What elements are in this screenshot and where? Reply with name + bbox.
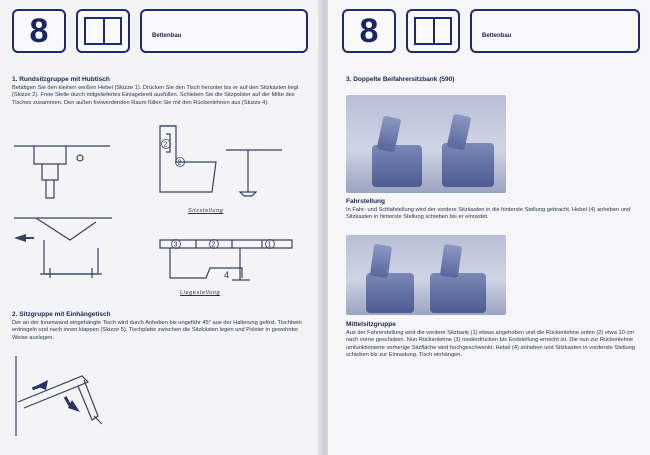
section-3-heading: 3. Doppelte Beifahrersitzbank (590) bbox=[346, 76, 455, 83]
chapter-number: 8 bbox=[29, 11, 49, 50]
photo-mittelsitzgruppe bbox=[346, 235, 506, 315]
hanging-table-sketch bbox=[10, 356, 120, 436]
photo-fahrstellung bbox=[346, 95, 506, 193]
callout-2-seat: 2 bbox=[177, 159, 182, 167]
callout-2-top: 2 bbox=[163, 141, 168, 149]
caption-sitzstellung: Sitzstellung bbox=[188, 208, 224, 214]
section-1-text: Betätigen Sie den kleinen weißen Hebel (Skizze 1). Drücken Sie den Tisch herunter bis er auf den Sitzkästen liegt (Skizze 2). Freie Stelle durch mitgeliefertes Einlagebrett ausfüllen. Schieben Sie die Sitzpolster auf der Mitte des Tisches zusammen. Den außen freiwerdenden Raum füllen Sie mit den Rückenlehnen aus (Skizze 4). bbox=[12, 85, 299, 106]
header-title: Bettenbau bbox=[152, 33, 182, 39]
chapter-number-box-right bbox=[342, 9, 396, 53]
mittelsitzgruppe-text: Aus der Fahrerstellung wird die vordere Sitzbank (1) etwas angehoben und die Rückenlehne unten (2) etwa 10 cm nach vorne geschoben. Nun Rückenlehne (3) niederdrücken bis Endstellung erreicht ist. Die nun zur Rückenlehne umfunktionierte vorherige Sitzfläche wird hochgeschwenkt. Hebel (4) anheben und Sitzkasten in vorderste Stellung schieben bis zur Einrastung. Tisch einhängen. bbox=[346, 330, 635, 359]
section-2-text: Der an der Innenwand eingehängte Tisch wird durch Anheben bis ungefähr 45° aus der Halterung gelöst. Tischbein entriegeln und nach innen klappen (Skizze 5). Tischplatte zwischen die Sitzkästen legen und Polster in gewohnter Weise auslegen. bbox=[12, 320, 302, 341]
callout-2-liege: 2 bbox=[211, 241, 216, 249]
section-2-heading: 2. Sitzgruppe mit Einhängetisch bbox=[12, 311, 111, 318]
mittelsitzgruppe-heading: Mittelsitzgruppe bbox=[346, 321, 396, 328]
callout-3: 3 bbox=[173, 241, 178, 249]
window-icon bbox=[76, 9, 130, 53]
section-1-heading: 1. Rundsitzgruppe mit Hubtisch bbox=[12, 76, 110, 83]
chapter-number-right: 8 bbox=[359, 11, 379, 50]
caption-liegestellung: Liegestellung bbox=[180, 290, 221, 296]
callout-1: 1 bbox=[267, 241, 272, 249]
header-title-box-right bbox=[470, 9, 640, 53]
callout-4: 4 bbox=[224, 270, 230, 280]
chapter-number-box bbox=[12, 9, 66, 53]
fahrstellung-heading: Fahrstellung bbox=[346, 198, 386, 205]
header-title-right: Bettenbau bbox=[482, 33, 512, 39]
left-page bbox=[0, 0, 322, 455]
header-title-box bbox=[140, 9, 308, 53]
fahrstellung-text: In Fahr- und Schlafstellung wird der vordere Sitzkasten in die hinterste Stellung gebracht. Hebel (4) anheben und Sitzkasten in hinterste Stellung schieben bis er einrastet. bbox=[346, 207, 631, 221]
table-sketches bbox=[0, 118, 322, 303]
right-page bbox=[328, 0, 650, 455]
window-icon-right bbox=[406, 9, 460, 53]
